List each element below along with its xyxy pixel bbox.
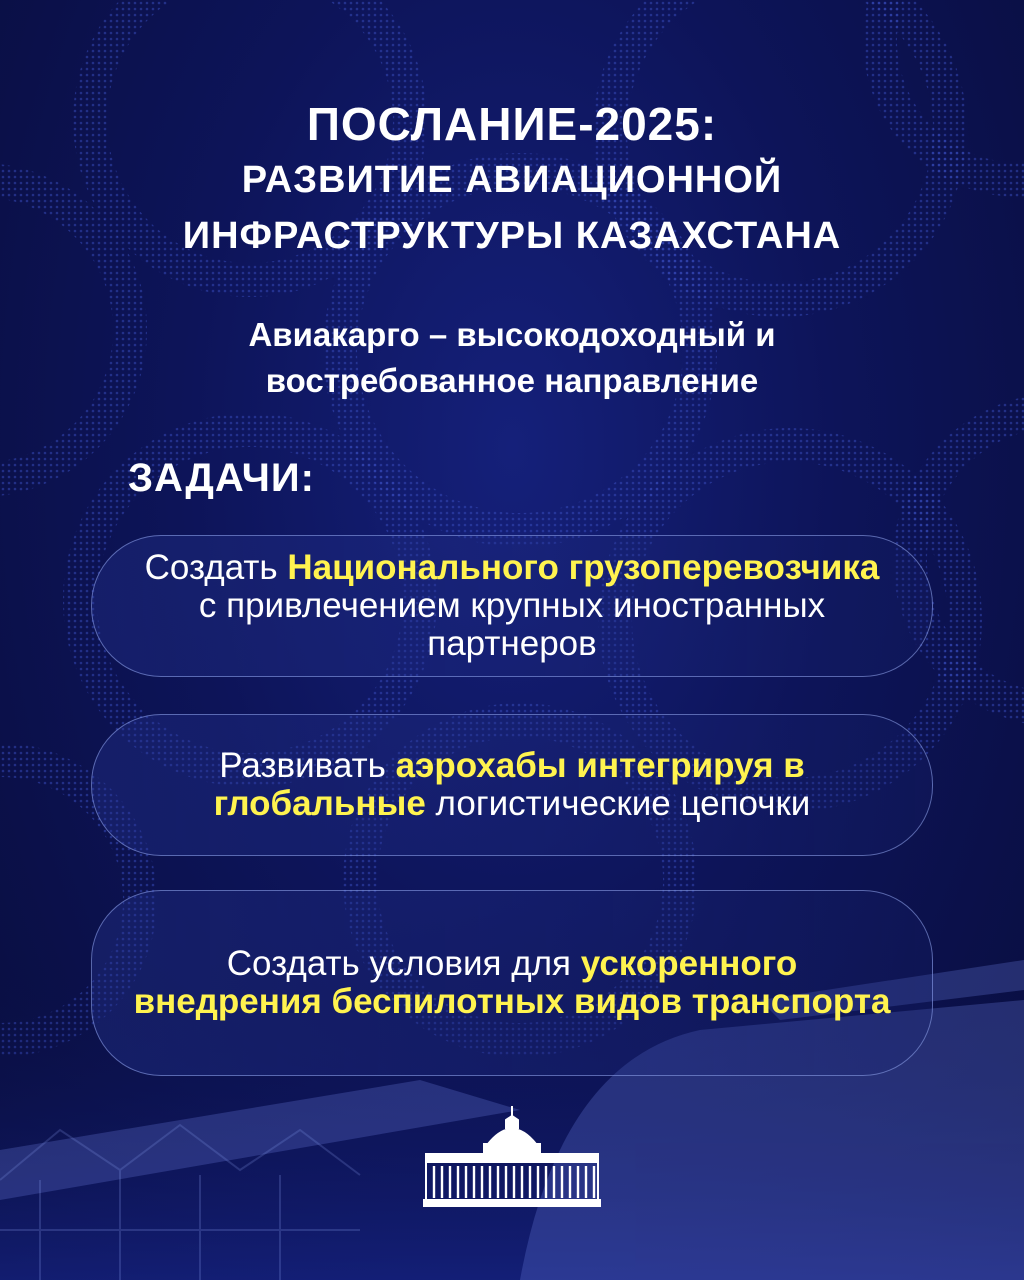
task-1-post: с привлечением крупных иностранных партнеров — [198, 586, 826, 663]
tasks-heading: ЗАДАЧИ: — [128, 456, 315, 500]
title-line-2: РАЗВИТИЕ АВИАЦИОННОЙ — [241, 159, 783, 201]
task-card-1 — [91, 535, 933, 677]
task-2-post: логистические цепочки — [425, 784, 811, 823]
poster-subtitle — [0, 312, 1024, 404]
task-text-1 — [132, 549, 892, 663]
task-card-2 — [91, 714, 933, 856]
task-2-highlight: аэрохабы интегрируя в глобальные — [213, 746, 805, 823]
title-line-3: ИНФРАСТРУКТУРЫ КАЗАХСТАНА — [182, 215, 842, 257]
task-2-pre: Развивать — [219, 746, 396, 785]
task-text-2 — [132, 747, 892, 823]
task-1-highlight: Национального грузоперевозчика — [287, 548, 880, 587]
task-text-3 — [132, 945, 892, 1021]
task-card-3 — [91, 890, 933, 1076]
task-3-highlight: ускоренного внедрения беспилотных видов транспорта — [133, 944, 891, 1021]
poster-title — [0, 96, 1024, 264]
title-line-1: ПОСЛАНИЕ-2025: — [306, 98, 718, 150]
subtitle-line-1: Авиакарго – высокодоходный и — [248, 316, 776, 353]
task-3-pre: Создать условия для — [226, 944, 581, 983]
task-1-pre: Создать — [144, 548, 288, 587]
subtitle-line-2: востребованное направление — [265, 362, 759, 399]
akorda-building-icon — [422, 1104, 602, 1208]
